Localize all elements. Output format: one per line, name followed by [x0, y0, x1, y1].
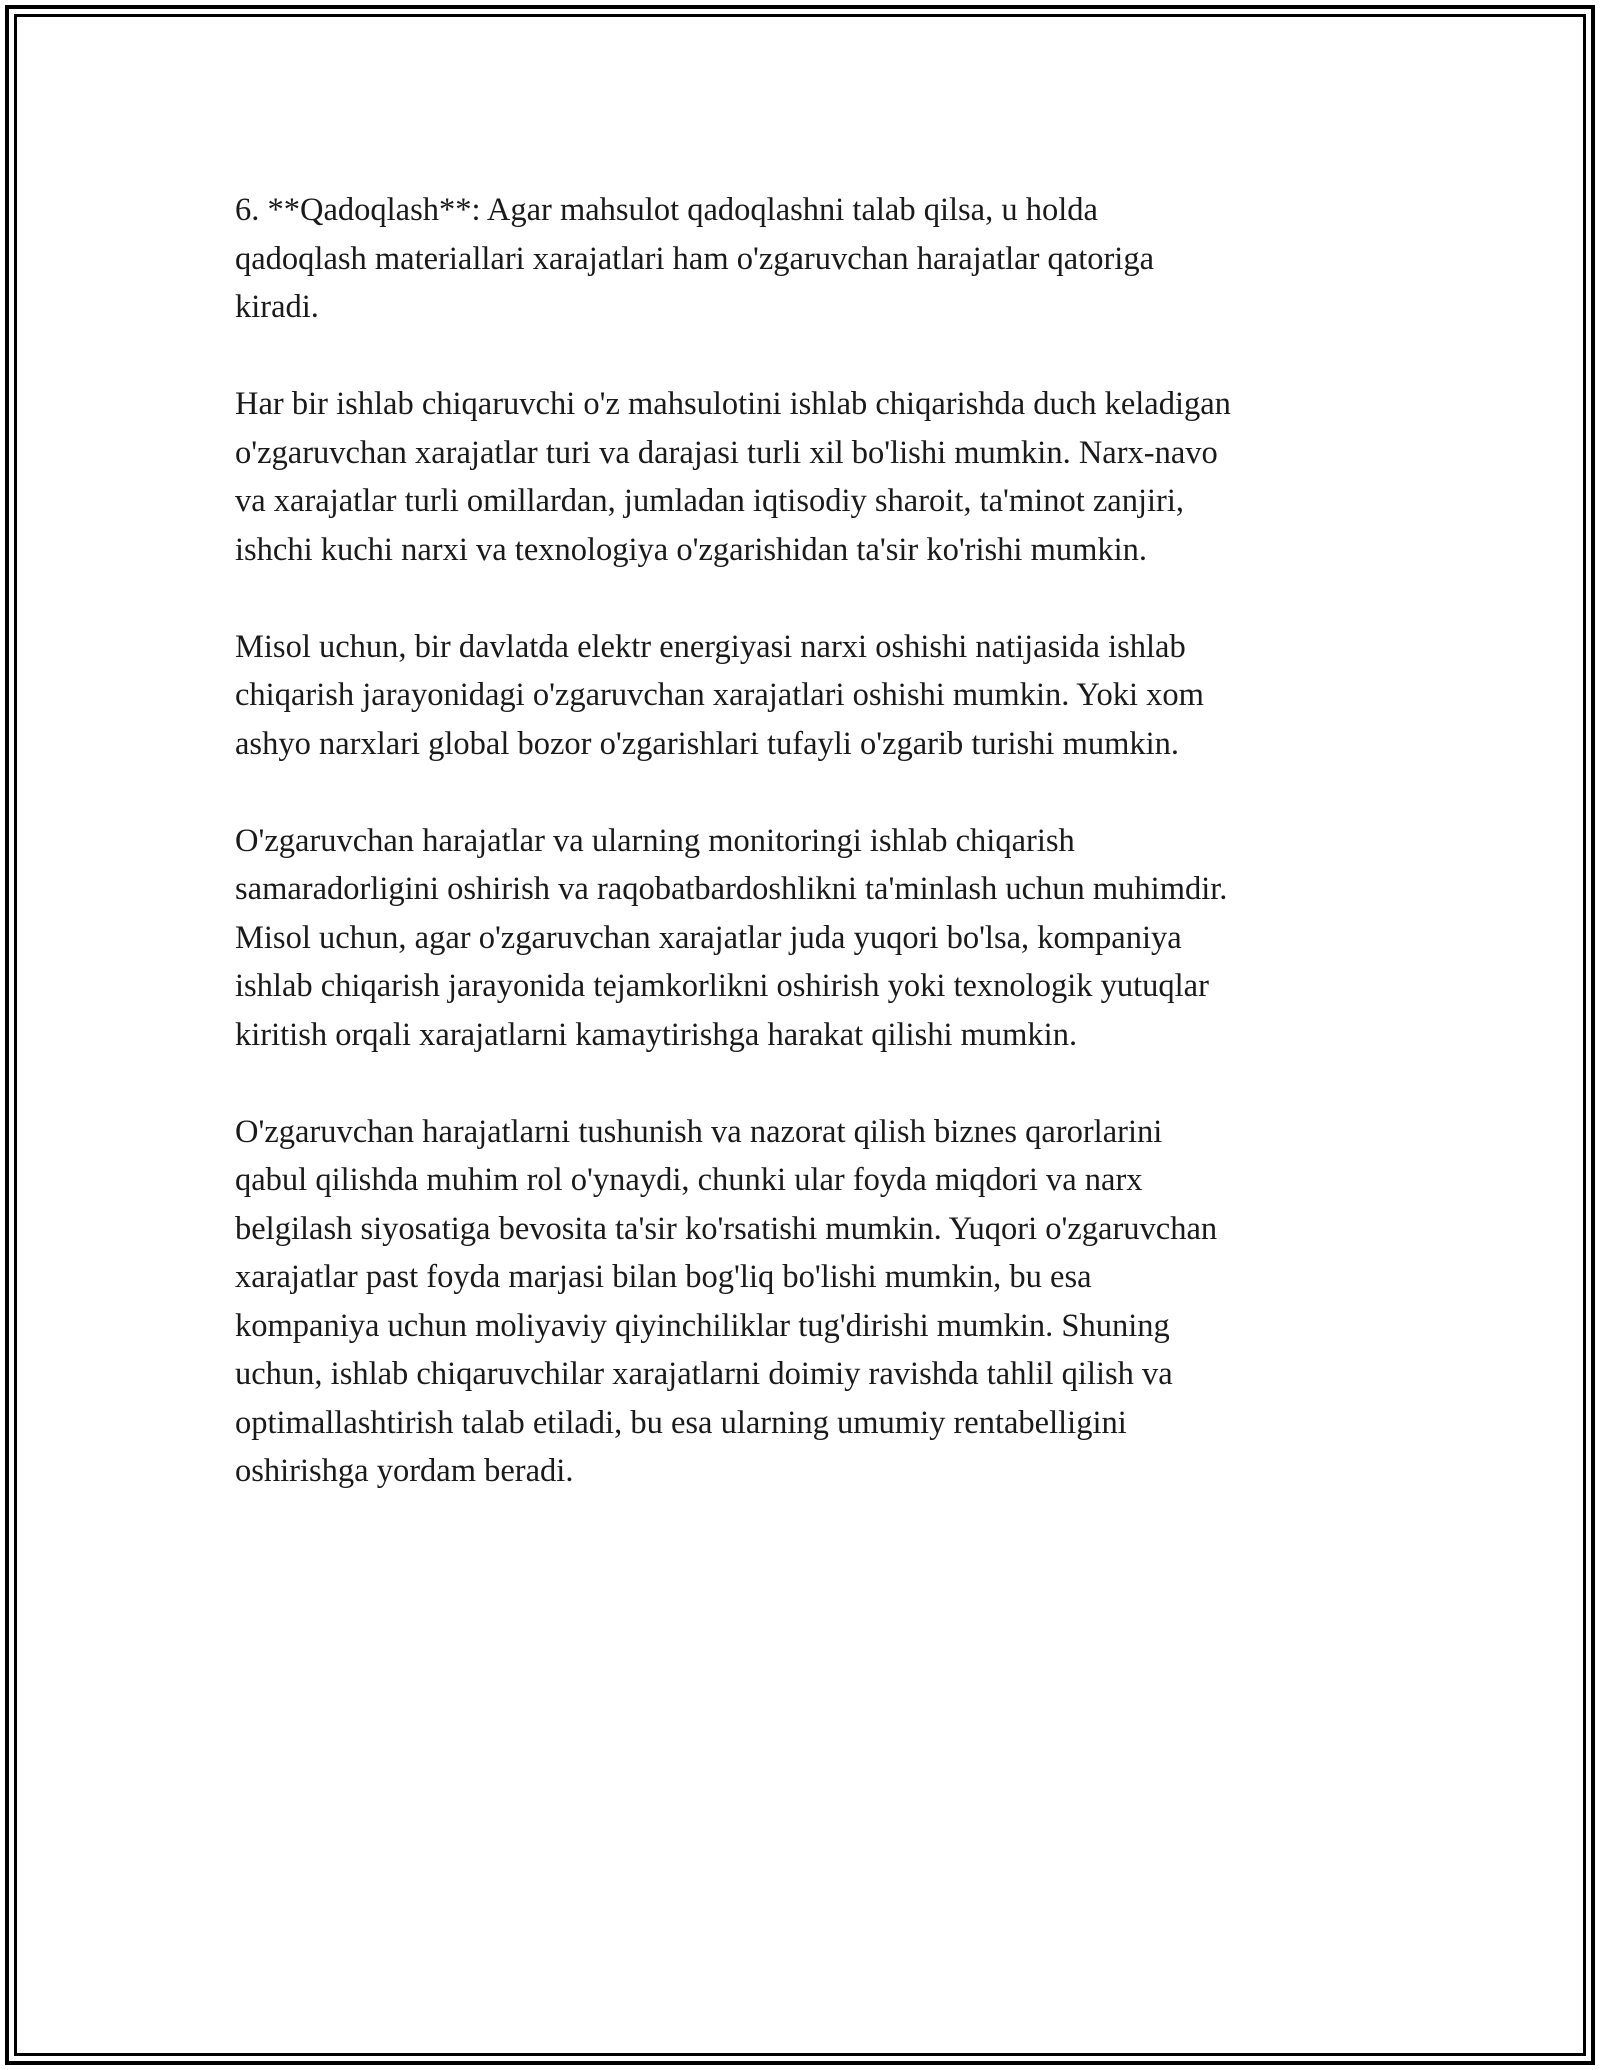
text-line: Misol uchun, agar o'zgaruvchan xarajatlar juda yuqori bo'lsa, kompaniya	[235, 919, 1182, 956]
paragraph-conclusion	[235, 1108, 1395, 1496]
text-line: 6. **Qadoqlash**: Agar mahsulot qadoqlashni talab qilsa, u holda	[235, 192, 1098, 228]
text-line: kiradi.	[235, 289, 319, 325]
text-line: uchun, ishlab chiqaruvchilar xarajatlarni doimiy ravishda tahlil qilish va	[235, 1356, 1173, 1392]
text-line: xarajatlar past foyda marjasi bilan bog'liq bo'lishi mumkin, bu esa	[235, 1259, 1092, 1295]
text-line: ashyo narxlari global bozor o'zgarishlari tufayli o'zgarib turishi mumkin.	[235, 725, 1180, 762]
text-line: qadoqlash materiallari xarajatlari ham o'zgaruvchan harajatlar qatoriga	[235, 240, 1155, 277]
paragraph-producer-costs	[235, 380, 1395, 574]
text-line: optimallashtirish talab etiladi, bu esa ularning umumiy rentabelligini	[235, 1404, 1127, 1441]
document-body	[235, 186, 1395, 1544]
text-line: qabul qilishda muhim rol o'ynaydi, chunki ular foyda miqdori va narx	[235, 1162, 1143, 1198]
text-line: o'zgaruvchan xarajatlar turi va darajasi turli xil bo'lishi mumkin. Narx-navo	[235, 434, 1218, 471]
paragraph-monitoring	[235, 817, 1395, 1060]
text-line: kompaniya uchun moliyaviy qiyinchiliklar tug'dirishi mumkin. Shuning	[235, 1307, 1170, 1344]
text-line: chiqarish jarayonidagi o'zgaruvchan xarajatlari oshishi mumkin. Yoki xom	[235, 677, 1204, 713]
text-line: kiritish orqali xarajatlarni kamaytirishga harakat qilishi mumkin.	[235, 1016, 1078, 1053]
text-line: va xarajatlar turli omillardan, jumladan iqtisodiy sharoit, ta'minot zanjiri,	[235, 483, 1185, 519]
text-line: oshirishga yordam beradi.	[235, 1453, 574, 1489]
text-line: O'zgaruvchan harajatlarni tushunish va nazorat qilish biznes qarorlarini	[235, 1113, 1163, 1150]
text-line: O'zgaruvchan harajatlar va ularning monitoringi ishlab chiqarish	[235, 822, 1075, 859]
paragraph-example-energy	[235, 623, 1395, 769]
text-line: samaradorligini oshirish va raqobatbardoshlikni ta'minlash uchun muhimdir.	[235, 871, 1228, 907]
text-line: ishlab chiqarish jarayonida tejamkorlikni oshirish yoki texnologik yutuqlar	[235, 968, 1209, 1004]
text-line: ishchi kuchi narxi va texnologiya o'zgarishidan ta'sir ko'rishi mumkin.	[235, 531, 1148, 568]
text-line: belgilash siyosatiga bevosita ta'sir ko'rsatishi mumkin. Yuqori o'zgaruvchan	[235, 1210, 1218, 1247]
text-line: Har bir ishlab chiqaruvchi o'z mahsulotini ishlab chiqarishda duch keladigan	[235, 386, 1231, 422]
paragraph-packaging	[235, 186, 1395, 332]
text-line: Misol uchun, bir davlatda elektr energiyasi narxi oshishi natijasida ishlab	[235, 628, 1186, 665]
